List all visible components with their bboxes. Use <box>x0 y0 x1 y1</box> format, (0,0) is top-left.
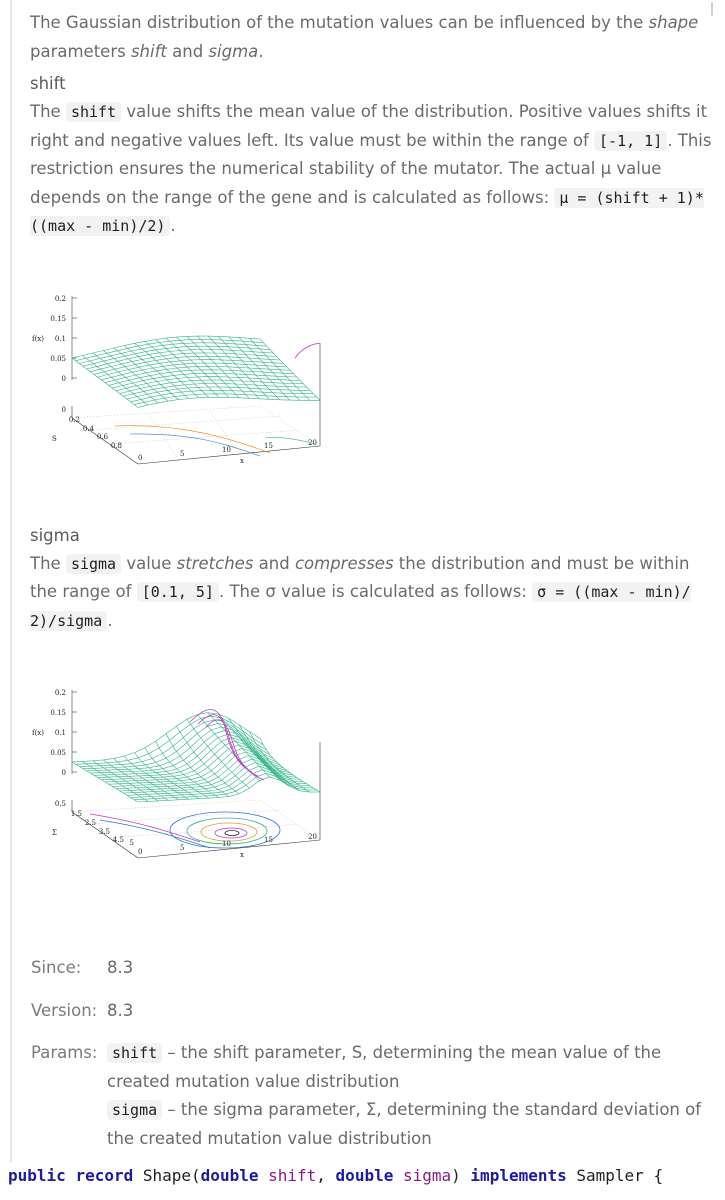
x-tick: 20 <box>308 438 317 447</box>
s-tick: 0.5 <box>54 800 66 808</box>
s-tick: 0.4 <box>82 424 94 433</box>
separator: , <box>316 1166 336 1185</box>
shift-range-code: [-1, 1] <box>594 131 667 151</box>
sigma-formula-code: σ = ((max - min)/ 2)/sigma <box>30 583 691 630</box>
z-tick: 0 <box>61 769 66 777</box>
sigma-text: . <box>107 610 113 630</box>
z-axis-label: f(x) <box>32 729 45 737</box>
type-double: double <box>200 1166 259 1185</box>
keyword-record: record <box>75 1166 134 1185</box>
z-tick: 0.2 <box>54 689 66 697</box>
shift-heading: shift <box>30 74 66 93</box>
intro-shape: shape <box>648 13 699 32</box>
x-axis-label: x <box>240 456 244 465</box>
x-tick: 15 <box>264 836 273 844</box>
x-tick: 15 <box>264 441 273 450</box>
param-item-sigma <box>107 1096 711 1153</box>
x-tick: 10 <box>222 840 231 848</box>
s-tick: 4.5 <box>112 836 124 844</box>
shift-text: The <box>30 102 66 121</box>
param-shift: shift <box>268 1166 317 1185</box>
sigma-code: sigma <box>66 554 121 574</box>
since-label: Since: <box>31 958 82 977</box>
mesh-line <box>250 732 310 792</box>
z-tick: 0.05 <box>50 749 66 757</box>
z-tick: 0.15 <box>50 709 66 717</box>
sigma-distribution-plot <box>30 682 330 882</box>
z-tick: 0.1 <box>54 334 66 343</box>
mu-formula-code: μ = (shift + 1)* ((max - min)/2) <box>30 188 704 235</box>
javadoc-tags <box>31 954 711 1167</box>
keyword-implements: implements <box>470 1166 567 1185</box>
param-name-sigma: sigma <box>107 1100 162 1120</box>
mesh-line <box>229 336 290 399</box>
param-desc-shift: – the shift parameter, S, determining the mean value of the created mutation value distribution <box>107 1043 662 1091</box>
sigma-text: and <box>253 553 295 573</box>
mesh-line <box>250 338 310 400</box>
sigma-paragraph <box>30 550 717 636</box>
intro-shift: shift <box>130 41 167 61</box>
x-tick: 0 <box>138 453 143 462</box>
mesh-line <box>72 357 138 407</box>
intro-text: . <box>258 41 264 61</box>
param-desc-sigma: – the sigma parameter, Σ, determining the standard deviation of the created mutation value distribution <box>107 1100 702 1148</box>
mesh-line <box>90 352 276 371</box>
since-row <box>31 954 711 983</box>
shift-distribution-plot <box>30 288 330 488</box>
z-tick: 0.05 <box>50 354 66 363</box>
x-tick: 20 <box>308 833 317 841</box>
s-tick: 0 <box>61 405 66 414</box>
mesh-line <box>197 336 259 399</box>
intro-sigma: sigma <box>208 41 259 61</box>
s-tick: 0.8 <box>110 441 122 450</box>
x-axis-label: x <box>240 851 244 859</box>
s-tick: 0.6 <box>96 432 108 441</box>
z-tick: 0 <box>61 374 66 383</box>
mesh-line <box>260 339 320 400</box>
sigma-text: the distribution and must be within the range of <box>30 553 690 601</box>
sigma-compresses: compresses <box>294 553 394 573</box>
z-axis-label: f(x) <box>32 334 45 343</box>
sigma-stretches: stretches <box>176 553 254 573</box>
interface-name: Sampler { <box>566 1166 664 1185</box>
version-value: 8.3 <box>107 1000 134 1020</box>
mesh-line <box>109 369 294 385</box>
x-tick: 10 <box>222 445 231 454</box>
mesh-line <box>87 727 274 771</box>
mesh-line <box>93 353 158 403</box>
mesh-line <box>114 348 179 400</box>
sigma-text: . The σ value is calculated as follows: <box>218 582 533 601</box>
params-row <box>31 1039 711 1153</box>
sigma-text: The <box>30 553 66 573</box>
x-tick: 5 <box>180 844 185 852</box>
z-tick: 0.2 <box>54 294 66 303</box>
param-sigma: sigma <box>402 1166 452 1185</box>
s-tick: 2.5 <box>84 819 96 827</box>
params-list <box>107 1039 711 1153</box>
mesh-line <box>103 350 168 401</box>
x-tick: 5 <box>180 449 185 458</box>
mesh-line <box>90 731 276 774</box>
intro-text: The Gaussian distribution of the mutation values can be influenced by the <box>30 13 649 32</box>
s-axis-label: S <box>52 434 57 443</box>
code-declaration-line[interactable] <box>8 1166 663 1185</box>
s-axis-label: Σ <box>52 829 57 837</box>
type-double: double <box>335 1166 394 1185</box>
s-tick: 1.5 <box>70 810 82 818</box>
scrollbar-thumb[interactable] <box>711 2 713 16</box>
intro-text: parameters <box>30 41 131 61</box>
shift-text: . This restriction ensures the numerical stability of the mutator. The actual μ value depends on the range of the gene and is calculated as follows: <box>30 130 712 207</box>
params-label: Params: <box>31 1043 98 1062</box>
s-tick: 0.2 <box>68 415 80 424</box>
close-paren: ) <box>451 1166 471 1185</box>
z-tick: 0.15 <box>50 314 66 323</box>
intro-text: and <box>166 41 209 61</box>
version-label: Version: <box>31 1000 98 1020</box>
shift-paragraph <box>30 98 717 241</box>
record-name: Shape( <box>133 1166 201 1185</box>
shift-text: value shifts the mean value of the distribution. Positive values shifts it right and negative values left. Its value must be within the range of <box>30 102 708 150</box>
param-item-shift <box>107 1039 711 1096</box>
s-tick: 3.5 <box>98 828 110 836</box>
shift-text: . <box>170 216 176 235</box>
shift-code: shift <box>66 102 121 122</box>
s-tick: 5 <box>129 839 134 847</box>
keyword-public: public <box>8 1166 66 1185</box>
param-name-shift: shift <box>107 1043 162 1063</box>
sigma-text: value <box>121 553 177 573</box>
x-tick: 0 <box>138 848 143 856</box>
sigma-range-code: [0.1, 5] <box>137 582 219 602</box>
mesh-line <box>239 337 300 400</box>
z-tick: 0.1 <box>54 729 66 737</box>
mesh-line <box>176 726 239 794</box>
since-value: 8.3 <box>107 958 134 977</box>
version-row <box>31 997 711 1026</box>
intro-paragraph <box>30 9 717 66</box>
sigma-heading: sigma <box>30 525 80 545</box>
